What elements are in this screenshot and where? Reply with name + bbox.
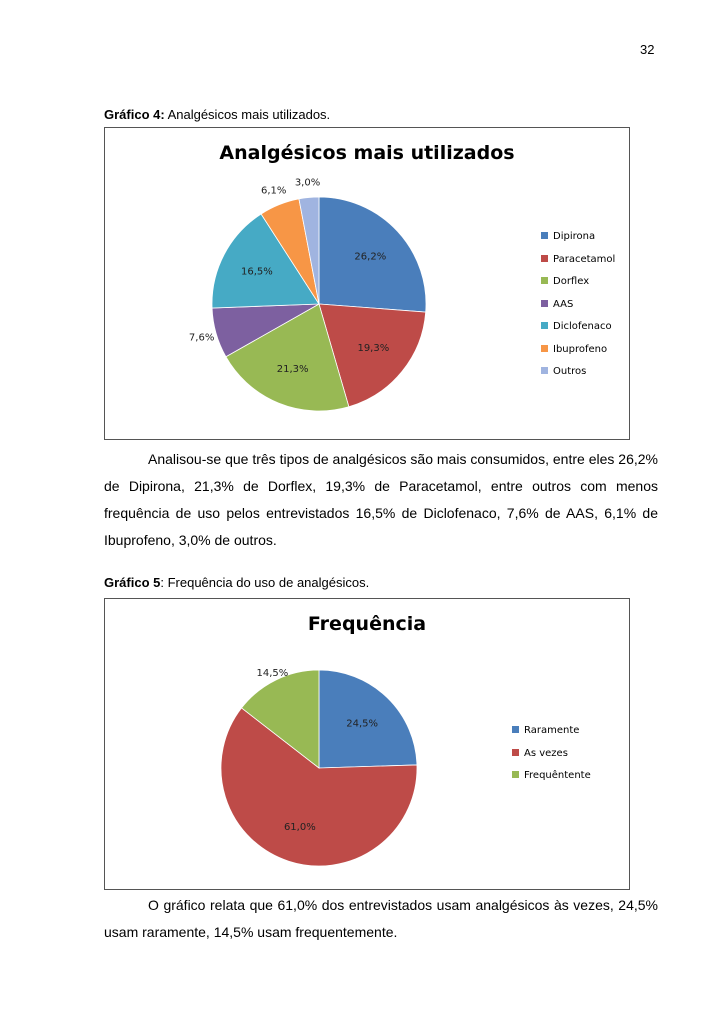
figure5-caption-label: Gráfico 5 — [104, 575, 161, 590]
legend-item-raramente — [512, 725, 579, 736]
chart-analgesicos — [104, 127, 630, 440]
legend-label: Frequêntente — [524, 770, 591, 781]
pie-label-aas: 7,6% — [188, 332, 215, 344]
legend-swatch — [541, 277, 548, 284]
figure5-caption — [104, 575, 369, 590]
page-number: 32 — [640, 42, 655, 57]
legend-swatch — [512, 771, 519, 778]
figure5-caption-text: : Frequência do uso de analgésicos. — [160, 575, 370, 590]
legend-label: Dorflex — [553, 276, 590, 287]
pie-label-paracetamol: 19,3% — [357, 343, 390, 355]
legend-item-paracetamol — [541, 254, 615, 265]
legend-label: Ibuprofeno — [553, 343, 608, 355]
legend-swatch — [512, 749, 519, 756]
legend-label: Raramente — [524, 725, 580, 736]
figure4-caption — [104, 107, 330, 122]
chart-title: Frequência — [307, 613, 427, 635]
legend-item-ibuprofeno — [541, 344, 607, 355]
paragraph-frequencia — [104, 892, 658, 946]
legend-swatch — [541, 345, 548, 352]
legend-swatch — [541, 367, 548, 374]
legend-label: As vezes — [524, 747, 568, 759]
legend-item-dipirona — [541, 231, 595, 242]
legend-label: Outros — [553, 366, 587, 377]
legend-item-aas — [541, 299, 573, 310]
pie-chart-frequencia — [105, 599, 629, 889]
legend-label: Dipirona — [553, 231, 596, 242]
figure4-caption-label: Gráfico 4: — [104, 107, 165, 122]
pie-label-outros: 3,0% — [294, 177, 321, 189]
paragraph-analgesicos — [104, 446, 658, 554]
legend-label: Paracetamol — [553, 253, 616, 265]
legend-item-frequentente — [512, 770, 591, 781]
chart-title: Analgésicos mais utilizados — [219, 142, 515, 164]
legend-item-dorflex — [541, 276, 589, 287]
paragraph-analgesicos-text: Analisou-se que três tipos de analgésicos são mais consumidos, entre eles 26,2% de Dipirona, 21,3% de Dorflex, 19,3% de Paracetamol, entre outros com menos frequência de uso pelos entrevistados 16,5% de Diclofenaco, 7,6% de AAS, 6,1% de Ibuprofeno, 3,0% de outros. — [104, 451, 658, 548]
pie-label-frequentente: 14,5% — [256, 667, 289, 679]
legend-swatch — [512, 726, 519, 733]
chart-frequencia — [104, 598, 630, 890]
paragraph-frequencia-text: O gráfico relata que 61,0% dos entrevistados usam analgésicos às vezes, 24,5% usam raramente, 14,5% usam frequentemente. — [104, 897, 658, 940]
legend-label: AAS — [553, 298, 574, 310]
legend-label: Diclofenaco — [553, 321, 612, 332]
pie-label-dipirona: 26,2% — [354, 251, 387, 263]
pie-label-dorflex: 21,3% — [276, 363, 309, 375]
legend-item-as-vezes — [512, 748, 568, 759]
legend-swatch — [541, 322, 548, 329]
legend-swatch — [541, 232, 548, 239]
pie-label-diclofenaco: 16,5% — [241, 266, 273, 278]
legend-swatch — [541, 255, 548, 262]
legend-item-diclofenaco — [541, 321, 612, 332]
figure4-caption-text: Analgésicos mais utilizados. — [164, 107, 331, 122]
legend-swatch — [541, 300, 548, 307]
pie-label-ibuprofeno: 6,1% — [261, 185, 287, 197]
pie-label-raramente: 24,5% — [346, 718, 379, 730]
legend-item-outros — [541, 366, 586, 377]
pie-label-as-vezes: 61,0% — [283, 821, 316, 833]
